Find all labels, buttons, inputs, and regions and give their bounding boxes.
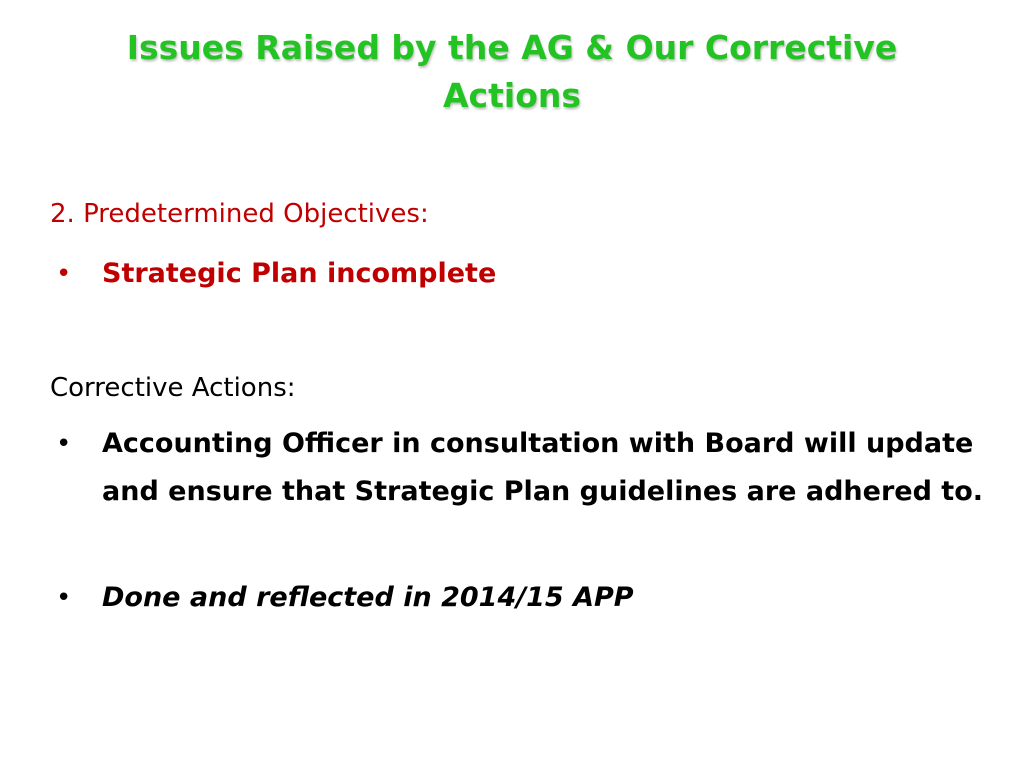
status-bullet-item [56, 574, 1002, 622]
corrective-bullet-text: Accounting Officer in consultation with Board will update and ensure that Strategic Plan guidelines are adhered to. [102, 428, 984, 507]
slide-title: Issues Raised by the AG & Our Corrective Actions [126, 28, 898, 115]
issue-heading: 2. Predetermined Objectives: [50, 199, 429, 229]
status-bullet-text: Done and reflected in 2014/15 APP [102, 582, 634, 613]
bullet-icon: • [56, 259, 72, 289]
corrective-actions-heading: Corrective Actions: [50, 373, 296, 403]
corrective-bullet-item [56, 420, 1002, 516]
issue-bullet-item [56, 250, 802, 298]
bullet-icon: • [56, 429, 72, 459]
bullet-icon: • [56, 583, 72, 613]
issue-bullet-text: Strategic Plan incomplete [102, 258, 497, 289]
